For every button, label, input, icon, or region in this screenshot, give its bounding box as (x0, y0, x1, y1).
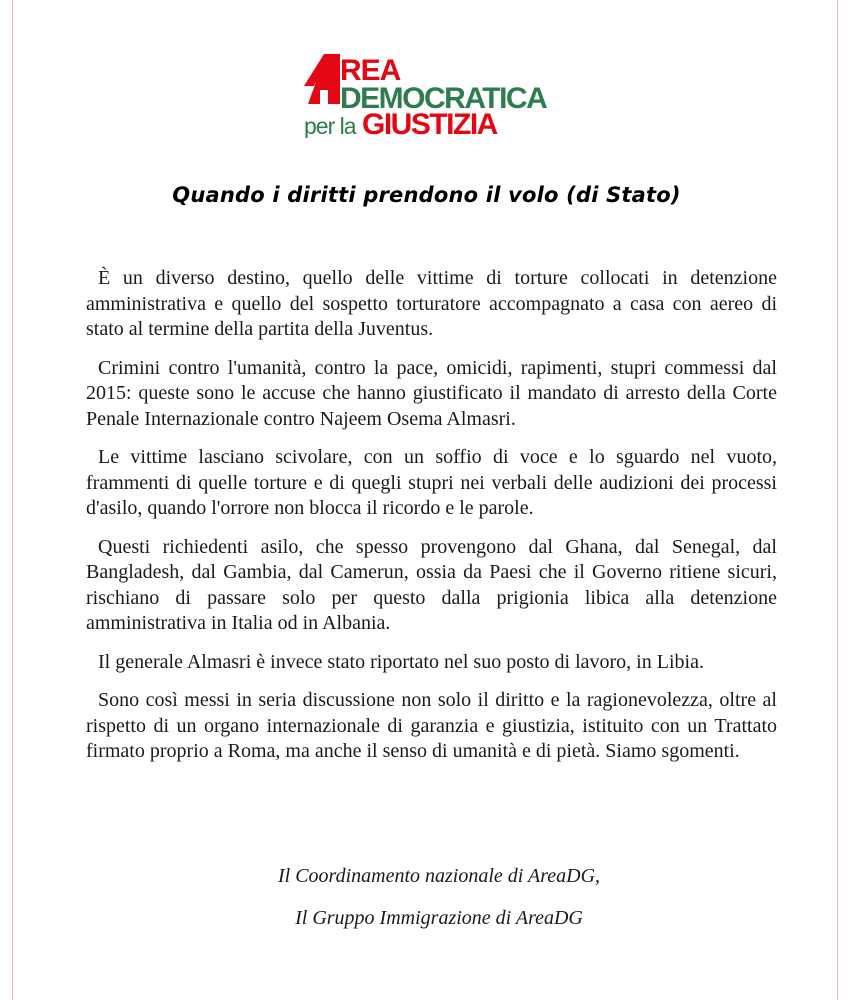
area-dg-logo (304, 54, 576, 138)
paragraph: Crimini contro l'umanità, contro la pace, omicidi, rapimenti, stupri commessi dal 2015: queste sono le accuse che hanno giustificato il mandato di arresto della Corte Penale Internazionale contro Najeem Osema Almasri. (86, 356, 777, 430)
paragraph: Le vittime lasciano scivolare, con un soffio di voce e lo sguardo nel vuoto, frammenti di quelle torture e di quegli stupri nei verbali delle audizioni dei processi d'asilo, quando l'orrore non blocca il ricordo e le parole. (86, 446, 777, 519)
signature-line: Il Coordinamento nazionale di AreaDG, (277, 865, 601, 887)
signature-block (0, 855, 853, 939)
document-body (86, 266, 777, 778)
paragraph: Questi richiedenti asilo, che spesso provengono dal Ghana, dal Senegal, dal Bangladesh, dal Gambia, dal Camerun, ossia da Paesi che il Governo ritiene sicuri, rischiano di passare solo per questo dalla prigionia libica alla detenzione amministrativa in Italia od in Albania. (86, 535, 777, 634)
paragraph: È un diverso destino, quello delle vittime di torture collocati in detenzione amministrativa e quello del sospetto torturatore accompagnato a casa con aereo di stato al termine della partita della Juventus. (86, 267, 777, 340)
paragraph: Il generale Almasri è invece stato riportato nel suo posto di lavoro, in Libia. (98, 650, 704, 673)
document-title: Quando i diritti prendono il volo (di Stato) (172, 183, 681, 207)
logo-line1: REA (340, 54, 401, 87)
logo-prefix: per la (304, 113, 356, 138)
logo-line2: DEMOCRATICA (340, 82, 547, 115)
paragraph: Sono così messi in seria discussione non solo il diritto e la ragionevolezza, oltre al rispetto di un organo internazionale di garanzia e giustizia, istituito con un Trattato firmato proprio a Roma, ma anche il senso di umanità e di pietà. Siamo sgomenti. (86, 689, 777, 762)
logo-a-shape (304, 54, 340, 86)
logo-line3: GIUSTIZIA (362, 108, 497, 138)
signature-line: Il Gruppo Immigrazione di AreaDG (295, 907, 583, 929)
